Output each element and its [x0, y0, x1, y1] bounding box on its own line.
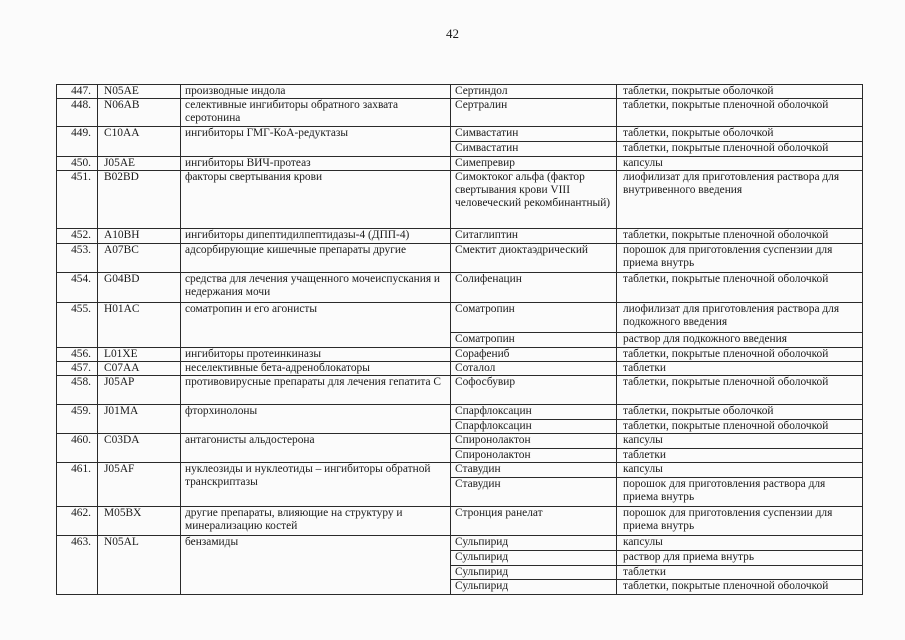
dosage-form: лиофилизат для приготовления раствора для подкожного введения [617, 303, 863, 333]
pharmacological-group: селективные ингибиторы обратного захвата серотонина [181, 99, 451, 127]
row-number: 453. [57, 244, 98, 273]
dosage-form: таблетки, покрытые пленочной оболочкой [617, 348, 863, 362]
row-number: 450. [57, 157, 98, 171]
row-number: 451. [57, 171, 98, 229]
row-number: 458. [57, 376, 98, 405]
atc-code: L01XE [98, 348, 181, 362]
drug-name: Симепревир [451, 157, 617, 171]
pharmacological-group: фторхинолоны [181, 405, 451, 434]
table-row [57, 405, 863, 420]
dosage-form: порошок для приготовления суспензии для приема внутрь [617, 244, 863, 273]
dosage-form: порошок для приготовления суспензии для приема внутрь [617, 507, 863, 536]
atc-code: N05AE [98, 85, 181, 99]
row-number: 447. [57, 85, 98, 99]
page-number: 42 [446, 26, 459, 41]
dosage-form: капсулы [617, 536, 863, 551]
dosage-form: таблетки, покрытые пленочной оболочкой [617, 376, 863, 405]
drug-name: Солифенацин [451, 273, 617, 303]
drug-name: Симвастатин [451, 127, 617, 142]
dosage-form: таблетки [617, 566, 863, 580]
drug-name: Сертралин [451, 99, 617, 127]
pharmacological-group: антагонисты альдостерона [181, 434, 451, 463]
atc-code: A10BH [98, 229, 181, 244]
drug-name: Симоктоког альфа (фактор свертывания крови VIII человеческий рекомбинантный) [451, 171, 617, 229]
pharmacological-group: соматропин и его агонисты [181, 303, 451, 348]
dosage-form: капсулы [617, 157, 863, 171]
drug-name: Симвастатин [451, 142, 617, 157]
drug-name: Соталол [451, 362, 617, 376]
atc-code: N05AL [98, 536, 181, 595]
table-row [57, 99, 863, 127]
drug-name: Стронция ранелат [451, 507, 617, 536]
table-row [57, 348, 863, 362]
pharmacological-group: нуклеозиды и нуклеотиды – ингибиторы обратной транскриптазы [181, 463, 451, 507]
pharmacological-group: ингибиторы протеинкиназы [181, 348, 451, 362]
row-number: 448. [57, 99, 98, 127]
dosage-form: таблетки [617, 362, 863, 376]
row-number: 455. [57, 303, 98, 348]
row-number: 449. [57, 127, 98, 157]
drug-name: Соматропин [451, 333, 617, 348]
atc-code: N06AB [98, 99, 181, 127]
drug-name: Спарфлоксацин [451, 420, 617, 434]
dosage-form: таблетки, покрытые пленочной оболочкой [617, 420, 863, 434]
drug-name: Смектит диоктаэдрический [451, 244, 617, 273]
atc-code: J01MA [98, 405, 181, 434]
pharmacological-group: другие препараты, влияющие на структуру и минерализацию костей [181, 507, 451, 536]
dosage-form: таблетки, покрытые пленочной оболочкой [617, 229, 863, 244]
row-number: 457. [57, 362, 98, 376]
drug-name: Сертиндол [451, 85, 617, 99]
table-row [57, 157, 863, 171]
table-row [57, 85, 863, 99]
row-number: 459. [57, 405, 98, 434]
row-number: 463. [57, 536, 98, 595]
pharmacological-group: производные индола [181, 85, 451, 99]
table-row [57, 229, 863, 244]
atc-code: A07BC [98, 244, 181, 273]
pharmacological-group: ингибиторы ВИЧ-протеаз [181, 157, 451, 171]
dosage-form: раствор для подкожного введения [617, 333, 863, 348]
row-number: 456. [57, 348, 98, 362]
row-number: 460. [57, 434, 98, 463]
dosage-form: капсулы [617, 463, 863, 478]
atc-code: J05AP [98, 376, 181, 405]
table-row [57, 362, 863, 376]
dosage-form: таблетки, покрытые оболочкой [617, 127, 863, 142]
row-number: 461. [57, 463, 98, 507]
atc-code: G04BD [98, 273, 181, 303]
drug-name: Сульпирид [451, 536, 617, 551]
pharmacological-group: ингибиторы дипептидилпептидазы-4 (ДПП-4) [181, 229, 451, 244]
table-row [57, 303, 863, 333]
drug-name: Сульпирид [451, 580, 617, 595]
pharmacological-group: ингибиторы ГМГ-КоА-редуктазы [181, 127, 451, 157]
row-number: 454. [57, 273, 98, 303]
atc-code: H01AC [98, 303, 181, 348]
drug-name: Ставудин [451, 478, 617, 507]
dosage-form: порошок для приготовления раствора для приема внутрь [617, 478, 863, 507]
atc-code: C10AA [98, 127, 181, 157]
table-row [57, 507, 863, 536]
drug-name: Спиронолактон [451, 449, 617, 463]
drug-list-table [56, 84, 863, 595]
drug-name: Сорафениб [451, 348, 617, 362]
pharmacological-group: противовирусные препараты для лечения гепатита С [181, 376, 451, 405]
atc-code: B02BD [98, 171, 181, 229]
row-number: 452. [57, 229, 98, 244]
dosage-form: таблетки, покрытые пленочной оболочкой [617, 273, 863, 303]
table-row [57, 536, 863, 551]
dosage-form: таблетки [617, 449, 863, 463]
dosage-form: таблетки, покрытые пленочной оболочкой [617, 580, 863, 595]
drug-name: Сульпирид [451, 566, 617, 580]
atc-code: M05BX [98, 507, 181, 536]
table-row [57, 244, 863, 273]
drug-name: Сульпирид [451, 551, 617, 566]
table-row [57, 463, 863, 478]
dosage-form: раствор для приема внутрь [617, 551, 863, 566]
dosage-form: таблетки, покрытые оболочкой [617, 85, 863, 99]
table-row [57, 434, 863, 449]
pharmacological-group: факторы свертывания крови [181, 171, 451, 229]
dosage-form: капсулы [617, 434, 863, 449]
drug-name: Ставудин [451, 463, 617, 478]
dosage-form: таблетки, покрытые пленочной оболочкой [617, 99, 863, 127]
table-row [57, 171, 863, 229]
drug-name: Соматропин [451, 303, 617, 333]
dosage-form: таблетки, покрытые оболочкой [617, 405, 863, 420]
pharmacological-group: бензамиды [181, 536, 451, 595]
pharmacological-group: неселективные бета-адреноблокаторы [181, 362, 451, 376]
dosage-form: лиофилизат для приготовления раствора для внутривенного введения [617, 171, 863, 229]
row-number: 462. [57, 507, 98, 536]
pharmacological-group: адсорбирующие кишечные препараты другие [181, 244, 451, 273]
drug-name: Софосбувир [451, 376, 617, 405]
table-row [57, 273, 863, 303]
atc-code: J05AF [98, 463, 181, 507]
dosage-form: таблетки, покрытые пленочной оболочкой [617, 142, 863, 157]
table-row [57, 127, 863, 142]
drug-name: Ситаглиптин [451, 229, 617, 244]
atc-code: J05AE [98, 157, 181, 171]
pharmacological-group: средства для лечения учащенного мочеиспускания и недержания мочи [181, 273, 451, 303]
atc-code: C03DA [98, 434, 181, 463]
drug-name: Спарфлоксацин [451, 405, 617, 420]
table-row [57, 376, 863, 405]
atc-code: C07AA [98, 362, 181, 376]
drug-name: Спиронолактон [451, 434, 617, 449]
